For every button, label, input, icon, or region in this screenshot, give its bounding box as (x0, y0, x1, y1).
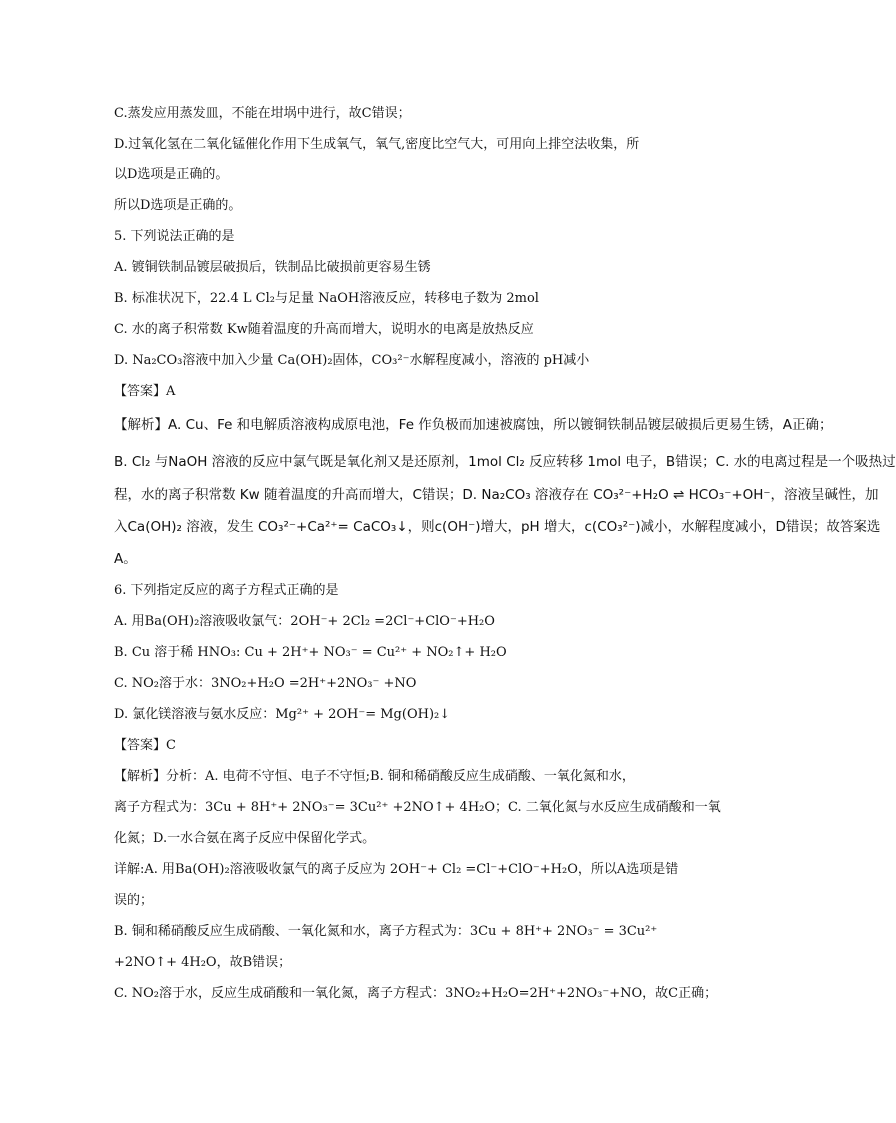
analysis-line: 化氮；D.一水合氨在离子反应中保留化学式。 (114, 831, 376, 846)
option-d: D. 氯化镁溶液与氨水反应：Mg²⁺ + 2OH⁻= Mg(OH)₂↓ (114, 707, 451, 722)
analysis-line: 【解析】分析：A. 电荷不守恒、电子不守恒;B. 铜和稀硝酸反应生成硝酸、一氧化氮和水， (114, 769, 635, 784)
analysis-line: A。 (114, 551, 137, 567)
option-d: D. Na₂CO₃溶液中加入少量 Ca(OH)₂固体，CO₃²⁻水解程度减小，溶液的 pH减小 (114, 353, 590, 368)
detail-line: 详解:A. 用Ba(OH)₂溶液吸收氯气的离子反应为 2OH⁻+ Cl₂ =Cl⁻+ClO⁻+H₂O，所以A选项是错 (114, 862, 679, 877)
analysis-line: 离子方程式为：3Cu + 8H⁺+ 2NO₃⁻= 3Cu²⁺ +2NO↑+ 4H₂O；C. 二氧化氮与水反应生成硝酸和一氧 (114, 800, 721, 815)
answer-label: 【答案】A (114, 384, 176, 399)
detail-line: 误的； (114, 893, 154, 908)
option-b: B. Cu 溶于稀 HNO₃: Cu + 2H⁺+ NO₃⁻ = Cu²⁺ + NO₂↑+ H₂O (114, 645, 507, 660)
option-b: B. 标准状况下，22.4 L Cl₂与足量 NaOH溶液反应，转移电子数为 2mol (114, 291, 539, 306)
answer-label: 【答案】C (114, 738, 176, 753)
text-line: D.过氧化氢在二氧化锰催化作用下生成氧气，氧气,密度比空气大，可用向上排空法收集，所 (114, 137, 640, 152)
text-line: 以D选项是正确的。 (114, 167, 229, 182)
analysis-line: 程，水的离子积常数 Kw 随着温度的升高而增大，C错误；D. Na₂CO₃ 溶液存在 CO₃²⁻+H₂O ⇌ HCO₃⁻+OH⁻，溶液呈碱性，加 (114, 487, 879, 503)
option-a: A. 镀铜铁制品镀层破损后，铁制品比破损前更容易生锈 (114, 260, 431, 275)
question-heading: 5. 下列说法正确的是 (114, 229, 235, 244)
question-heading: 6. 下列指定反应的离子方程式正确的是 (114, 583, 339, 598)
option-a: A. 用Ba(OH)₂溶液吸收氯气：2OH⁻+ 2Cl₂ =2Cl⁻+ClO⁻+H₂O (114, 614, 495, 629)
analysis-line: 入Ca(OH)₂ 溶液，发生 CO₃²⁻+Ca²⁺= CaCO₃↓，则c(OH⁻)增大，pH 增大，c(CO₃²⁻)减小，水解程度减小，D错误；故答案选 (114, 519, 881, 535)
option-c: C. NO₂溶于水：3NO₂+H₂O =2H⁺+2NO₃⁻ +NO (114, 676, 417, 691)
detail-line: B. 铜和稀硝酸反应生成硝酸、一氧化氮和水，离子方程式为：3Cu + 8H⁺+ 2NO₃⁻ = 3Cu²⁺ (114, 924, 658, 939)
detail-line: C. NO₂溶于水，反应生成硝酸和一氧化氮，离子方程式：3NO₂+H₂O=2H⁺+2NO₃⁻+NO，故C正确； (114, 986, 718, 1001)
text-line: C.蒸发应用蒸发皿，不能在坩埚中进行，故C错误； (114, 106, 411, 121)
text-line: 所以D选项是正确的。 (114, 198, 242, 213)
option-c: C. 水的离子积常数 Kw随着温度的升高而增大，说明水的电离是放热反应 (114, 322, 534, 337)
detail-line: +2NO↑+ 4H₂O，故B错误； (114, 955, 292, 970)
analysis-line: B. Cl₂ 与NaOH 溶液的反应中氯气既是氧化剂又是还原剂，1mol Cl₂ 反应转移 1mol 电子，B错误；C. 水的电离过程是一个吸热过 (114, 454, 896, 470)
analysis-line: 【解析】A. Cu、Fe 和电解质溶液构成原电池，Fe 作负极而加速被腐蚀，所以镀铜铁制品镀层破损后更易生锈，A正确； (114, 417, 833, 433)
